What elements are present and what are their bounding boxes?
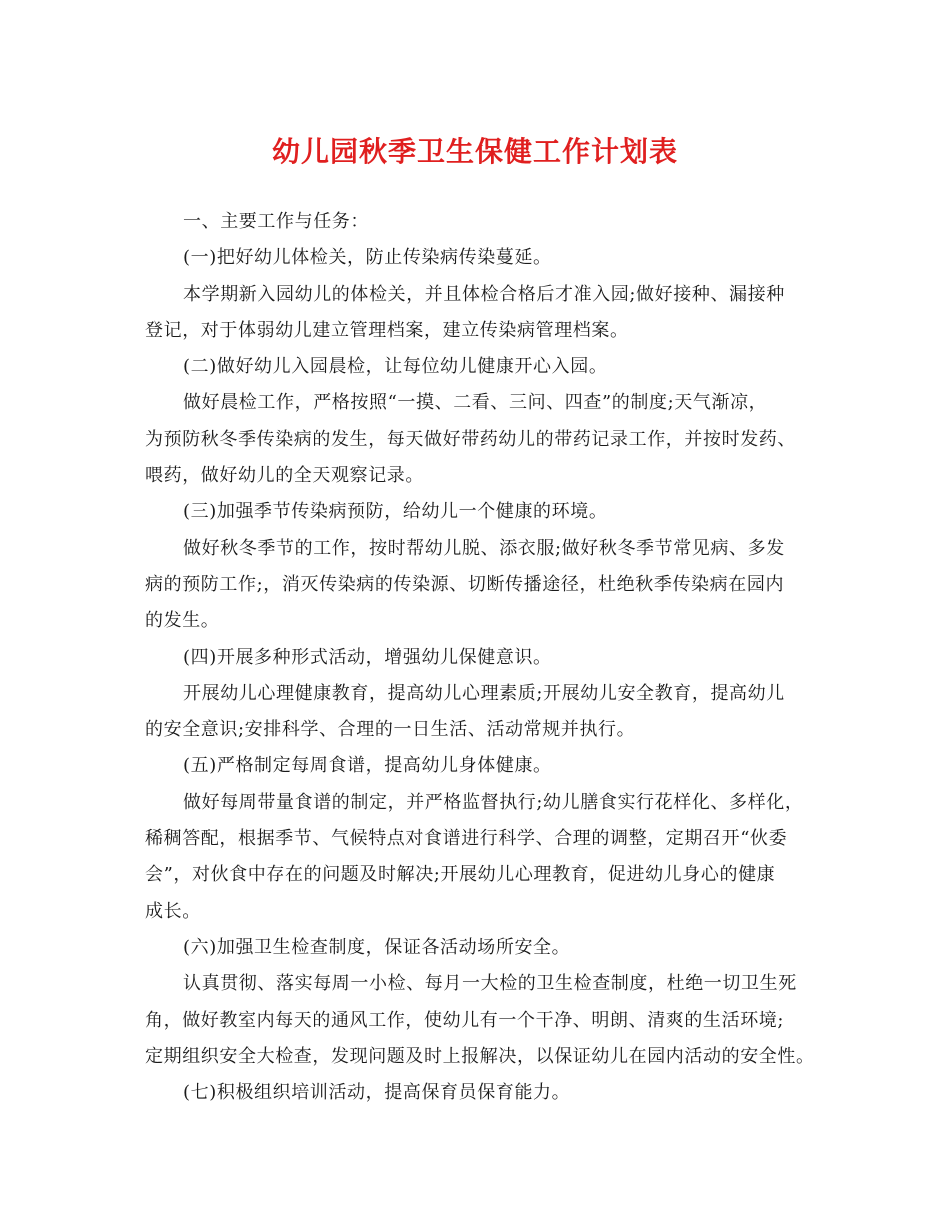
text-line: 登记，对于体弱幼儿建立管理档案，建立传染病管理档案。 <box>145 319 629 341</box>
text-line: 会”，对伙食中存在的问题及时解决;开展幼儿心理教育，促进幼儿身心的健康 <box>145 864 776 886</box>
text-line: 一、主要工作与任务： <box>183 211 369 232</box>
text-line: (五)严格制定每周食谱，提高幼儿身体健康。 <box>183 755 552 777</box>
text-line: 做好每周带量食谱的制定，并严格监督执行;幼儿膳食实行花样化、多样化， <box>183 791 804 813</box>
text-line: 的安全意识;安排科学、合理的一日生活、活动常规并执行。 <box>145 719 636 741</box>
text-line: 为预防秋冬季传染病的发生，每天做好带药幼儿的带药记录工作，并按时发药、 <box>145 428 796 450</box>
text-line: 开展幼儿心理健康教育，提高幼儿心理素质;开展幼儿安全教育，提高幼儿 <box>183 682 785 704</box>
text-line: 稀稠答配，根据季节、气候特点对食谱进行科学、合理的调整，定期召开“伙委 <box>145 828 788 850</box>
text-line: (三)加强季节传染病预防，给幼儿一个健康的环境。 <box>183 501 608 523</box>
page-title: 幼儿园秋季卫生保健工作计划表 <box>271 135 678 168</box>
text-line: (二)做好幼儿入园晨检，让每位幼儿健康开心入园。 <box>183 356 608 378</box>
text-line: (一)把好幼儿体检关，防止传染病传染蔓延。 <box>183 247 552 269</box>
text-line: 认真贯彻、落实每周一小检、每月一大检的卫生检查制度，杜绝一切卫生死 <box>183 973 797 995</box>
text-line: 角，做好教室内每天的通风工作，使幼儿有一个干净、明朗、清爽的生活环境; <box>145 1009 785 1031</box>
text-line: 的发生。 <box>145 610 220 632</box>
text-line: 做好晨检工作，严格按照“一摸、二看、三问、四查”的制度;天气渐凉， <box>183 392 768 414</box>
text-line: 做好秋冬季节的工作，按时帮幼儿脱、添衣服;做好秋冬季节常见病、多发 <box>183 537 785 559</box>
document-body <box>145 204 815 1111</box>
text-line: (四)开展多种形式活动，增强幼儿保健意识。 <box>183 646 552 668</box>
text-line: 定期组织安全大检查，发现问题及时上报解决，以保证幼儿在园内活动的安全性。 <box>145 1045 815 1067</box>
text-line: 喂药，做好幼儿的全天观察记录。 <box>145 465 424 487</box>
text-line: (六)加强卫生检查制度，保证各活动场所安全。 <box>183 936 571 958</box>
text-line: 病的预防工作;，消灭传染病的传染源、切断传播途径，杜绝秋季传染病在园内 <box>145 573 785 595</box>
text-line: 本学期新入园幼儿的体检关，并且体检合格后才准入园;做好接种、漏接种 <box>183 283 785 305</box>
text-line: (七)积极组织培训活动，提高保育员保育能力。 <box>183 1082 571 1104</box>
text-line: 成长。 <box>145 900 201 922</box>
